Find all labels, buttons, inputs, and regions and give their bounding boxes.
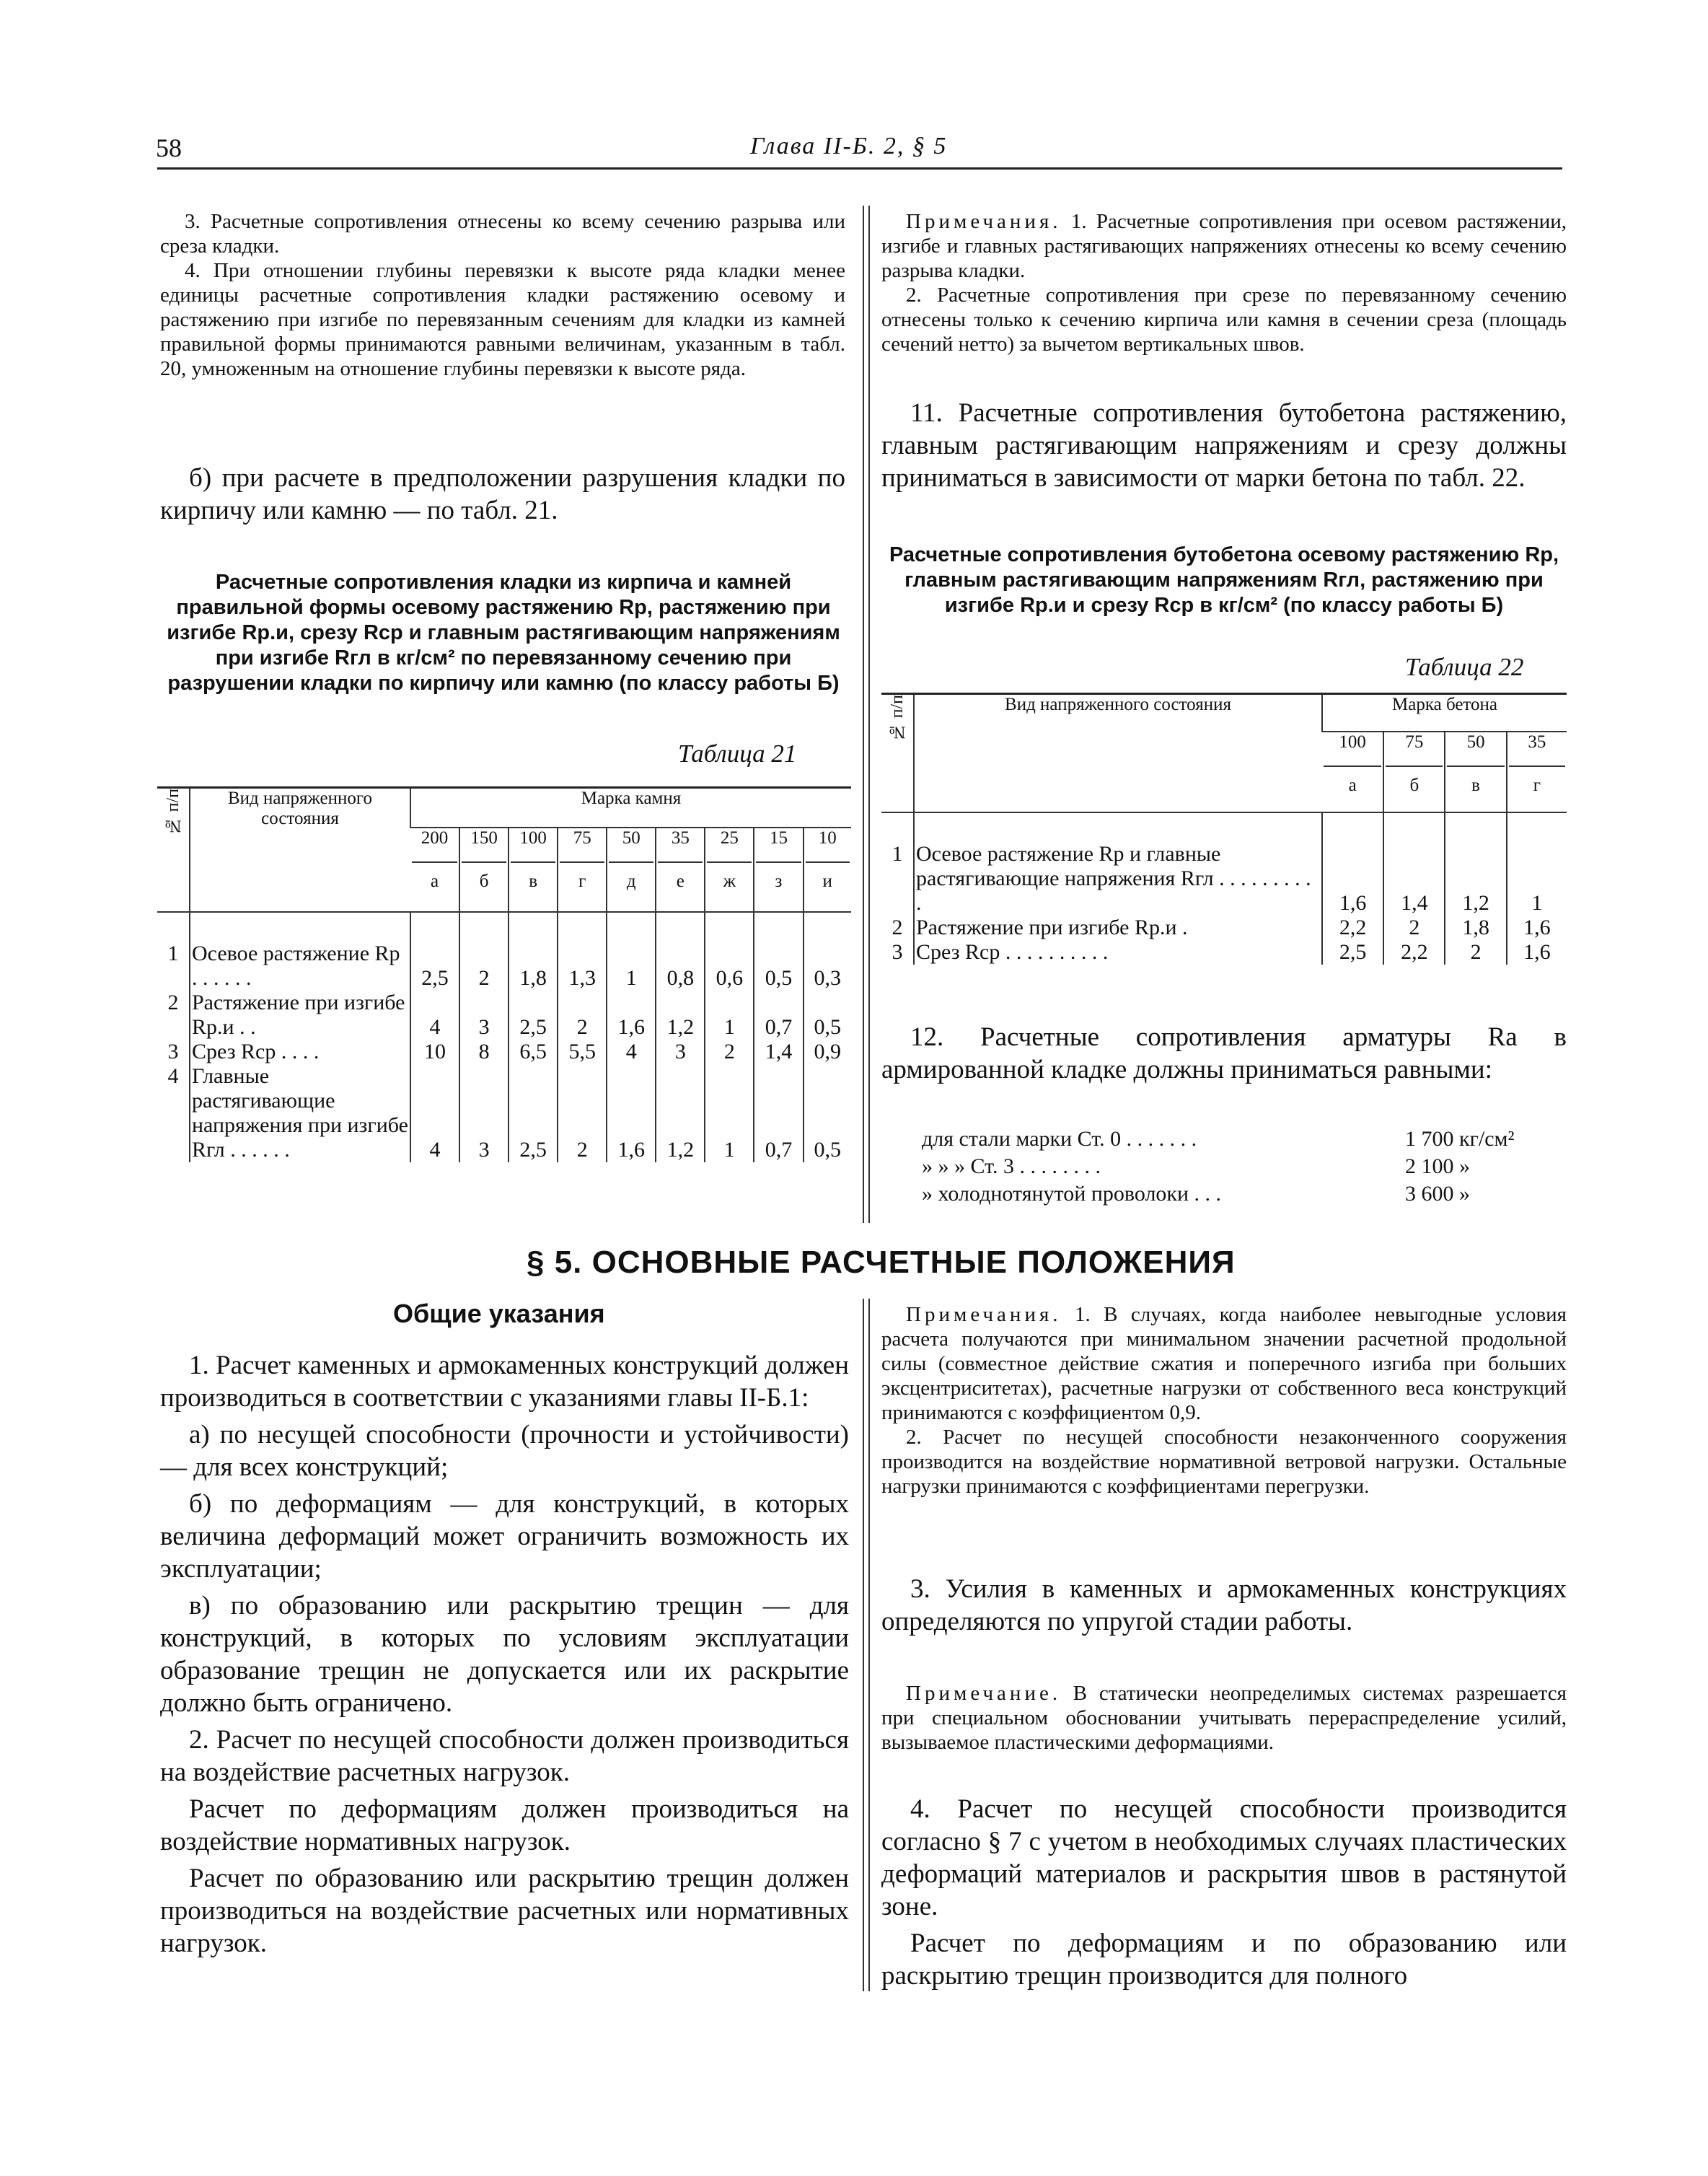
table21-grade-value: 50 bbox=[609, 828, 653, 863]
table21-grade-cell bbox=[509, 828, 558, 912]
table21-row-label: Осевое растяжение Rр . . . . . . bbox=[190, 912, 410, 991]
running-head: Глава II-Б. 2, § 5 bbox=[750, 133, 948, 159]
table21-grade-value: 150 bbox=[462, 828, 506, 863]
table21-cell-value: 8 bbox=[459, 1040, 509, 1064]
table21-cell-value: 2 bbox=[558, 1064, 607, 1162]
table21-body bbox=[157, 912, 851, 1162]
steel-label: » холоднотянутой проволоки . . . bbox=[922, 1182, 1222, 1206]
table21 bbox=[157, 786, 851, 1162]
table21-cell-value: 4 bbox=[410, 1064, 459, 1162]
steel-label: » » » Ст. 3 . . . . . . . . bbox=[922, 1154, 1101, 1178]
table21-cell-value: 2 bbox=[459, 912, 509, 991]
table22-row bbox=[881, 940, 1567, 965]
left-notes bbox=[160, 209, 845, 381]
table22-caption: Расчетные сопротивления бутобетона осевому растяжению Rр, главным растягивающим напряжениям Rгл, растяжению при изгибе Rр.и и срезу Rср в кг/см² (по классу работы Б) bbox=[889, 543, 1559, 617]
table21-type-header: Вид напряженного состояния bbox=[190, 788, 410, 913]
table21-grade-cell bbox=[410, 828, 459, 912]
table21-grade-letter: и bbox=[822, 871, 832, 891]
header-rule bbox=[157, 167, 1562, 170]
table21-cell-value: 1 bbox=[705, 991, 754, 1040]
table22-grade-value: 75 bbox=[1386, 732, 1443, 767]
item-4 bbox=[881, 1793, 1567, 1996]
subheading: Общие указания bbox=[393, 1299, 605, 1328]
item-12-text: 12. Расчетные сопротивления арматуры Ra в армированной кладке должны приниматься равными: bbox=[881, 1022, 1567, 1084]
table21-cell-value: 1,6 bbox=[607, 991, 656, 1040]
table22-cell-value: 1,8 bbox=[1445, 916, 1506, 940]
table22-grade-letter: а bbox=[1348, 776, 1357, 795]
table21-grade-value: 10 bbox=[806, 828, 850, 863]
table21-cell-value: 0,3 bbox=[804, 912, 852, 991]
table21-row bbox=[157, 991, 851, 1040]
single-note-title: Примечание. bbox=[906, 1682, 1062, 1705]
para-2: 2. Расчет по несущей способности должен производиться на воздействие расчетных нагрузок. bbox=[160, 1725, 849, 1787]
table22-cell-value: 1,2 bbox=[1445, 812, 1506, 916]
table21-grade-cell bbox=[754, 828, 803, 912]
table21-cell-value: 3 bbox=[459, 991, 509, 1040]
table21-group-header: Марка камня bbox=[410, 788, 851, 828]
table22-row-number: 1 bbox=[892, 842, 903, 866]
right-notes bbox=[881, 209, 1567, 356]
table21-num-header: № п/п bbox=[157, 788, 190, 913]
table21-grade-value: 35 bbox=[658, 828, 703, 863]
table22-cell-value: 1,6 bbox=[1322, 812, 1383, 916]
table22-cell-value: 2 bbox=[1445, 940, 1506, 965]
table22-num-header: № п/п bbox=[881, 694, 914, 813]
table21-cell-value: 2,5 bbox=[410, 912, 459, 991]
table22-cell-value: 2 bbox=[1383, 916, 1445, 940]
table22-row-number: 3 bbox=[892, 940, 903, 964]
table21-grid bbox=[157, 786, 851, 1162]
table22-grade-value: 50 bbox=[1447, 732, 1504, 767]
table22-row-label: Срез Rср . . . . . . . . . . bbox=[914, 940, 1322, 965]
item-3 bbox=[881, 1573, 1567, 1642]
table22-cell-value: 1,6 bbox=[1507, 916, 1567, 940]
table21-cell-value: 1,8 bbox=[509, 912, 558, 991]
table21-cell-value: 0,7 bbox=[754, 991, 803, 1040]
table21-row-label: Срез Rср . . . . bbox=[190, 1040, 410, 1064]
table22-group-header: Марка бетона bbox=[1322, 694, 1567, 732]
column-divider-top bbox=[863, 206, 870, 1223]
item-b-text: б) при расчете в предположении разрушения кладки по кирпичу или камню — по табл. 21. bbox=[160, 463, 845, 525]
steel-row bbox=[922, 1180, 1571, 1208]
para-b: б) по деформациям — для конструкций, в которых величина деформаций может ограничить возможность их эксплуатации; bbox=[160, 1489, 849, 1584]
table21-grade-value: 200 bbox=[412, 828, 457, 863]
item-4-text: 4. Расчет по несущей способности производится согласно § 7 с учетом в необходимых случаях пластических деформаций материалов и раскрытия швов в растянутой зоне. bbox=[881, 1794, 1567, 1921]
table22-grade-letter: в bbox=[1471, 776, 1480, 795]
table21-cell-value: 1,6 bbox=[607, 1064, 656, 1162]
table21-cell-value: 2 bbox=[705, 1040, 754, 1064]
table22-body bbox=[881, 812, 1567, 965]
table22-row-label: Растяжение при изгибе Rр.и . bbox=[914, 916, 1322, 940]
table21-cell-value: 0,8 bbox=[656, 912, 705, 991]
table21-row-label: Растяжение при изгибе Rр.и . . bbox=[190, 991, 410, 1040]
para-2b: Расчет по деформациям должен производиться на воздействие нормативных нагрузок. bbox=[160, 1794, 849, 1856]
table21-row-number: 1 bbox=[167, 942, 179, 965]
table21-grade-cell bbox=[459, 828, 509, 912]
table22-grade-value: 100 bbox=[1324, 732, 1381, 767]
table21-cell-value: 4 bbox=[410, 991, 459, 1040]
steel-value: 1 700 кг/см² bbox=[1405, 1127, 1515, 1151]
table22-cell-value: 1 bbox=[1507, 812, 1567, 916]
steel-label: для стали марки Ст. 0 . . . . . . . bbox=[922, 1127, 1197, 1151]
table21-grade-value: 25 bbox=[707, 828, 752, 863]
table21-caption: Расчетные сопротивления кладки из кирпича и камней правильной формы осевому растяжению Rр, растяжению при изгибе Rр.и, срезу Rср и главным растягивающим напряжениям при изгибе Rгл в кг/см² по перевязанному сечению при разрушении кладки по кирпичу или камню (по классу работы Б) bbox=[167, 571, 840, 695]
table21-grade-value: 15 bbox=[756, 828, 801, 863]
table21-row-number: 2 bbox=[167, 991, 179, 1014]
table21-grade-value: 75 bbox=[560, 828, 604, 863]
table21-grade-cell bbox=[705, 828, 754, 912]
table22-grade-letter: г bbox=[1533, 776, 1541, 795]
table21-grade-letter: ж bbox=[723, 871, 736, 891]
right-note-2: 2. Расчетные сопротивления при срезе по перевязанному сечению отнесены только к сечению кирпича или камня в сечении среза (площадь сечений нетто) за вычетом вертикальных швов. bbox=[881, 284, 1567, 356]
table21-row-number: 4 bbox=[167, 1064, 179, 1088]
table21-row bbox=[157, 1064, 851, 1162]
table22-cell-value: 2,2 bbox=[1383, 940, 1445, 965]
table21-cell-value: 3 bbox=[459, 1064, 509, 1162]
page-number: 58 bbox=[156, 133, 182, 162]
table21-grade-cell bbox=[607, 828, 656, 912]
steel-value: 3 600 » bbox=[1405, 1182, 1470, 1206]
section-title: § 5. ОСНОВНЫЕ РАСЧЕТНЫЕ ПОЛОЖЕНИЯ bbox=[527, 1245, 1236, 1280]
table21-grade-letter: в bbox=[529, 871, 538, 891]
single-note-text: В статически неопределимых системах разрешается при специальном обосновании учитывать перераспределение усилий, вызываемое пластическими деформациями. bbox=[881, 1682, 1567, 1754]
table22-row-label: Осевое растяжение Rр и главные растягивающие напряжения Rгл . . . . . . . . . . bbox=[914, 812, 1322, 916]
table22-grade-cell bbox=[1445, 732, 1506, 812]
item-4b-text: Расчет по деформациям и по образованию или раскрытию трещин производится для полного bbox=[881, 1929, 1567, 1991]
table22-row bbox=[881, 812, 1567, 916]
table22-cell-value: 2,5 bbox=[1322, 940, 1383, 965]
table21-cell-value: 3 bbox=[656, 1040, 705, 1064]
table21-grade-letter: д bbox=[626, 871, 636, 891]
table22-grid bbox=[881, 693, 1567, 965]
right-bottom-notes bbox=[881, 1302, 1567, 1499]
table21-grade-letter: з bbox=[775, 871, 783, 891]
table21-cell-value: 0,9 bbox=[804, 1040, 852, 1064]
table21-cell-value: 1,4 bbox=[754, 1040, 803, 1064]
table21-cell-value: 1,2 bbox=[656, 1064, 705, 1162]
table21-cell-value: 6,5 bbox=[509, 1040, 558, 1064]
table21-grade-cell bbox=[558, 828, 607, 912]
right-notes-title: Примечания. bbox=[906, 210, 1062, 233]
note-n1: 1. В случаях, когда наиболее невыгодные условия расчета получаются при минимальном значении расчетной продольной силы (совместное действие сжатия и поперечного изгиба при больших эксцентриситетах), расчетные нагрузки от собственного веса конструкций принимаются с коэффициентом 0,9. bbox=[881, 1303, 1567, 1424]
table21-cell-value: 2,5 bbox=[509, 1064, 558, 1162]
table21-cell-value: 0,5 bbox=[754, 912, 803, 991]
table22-label: Таблица 22 bbox=[1405, 653, 1524, 681]
table21-cell-value: 1,2 bbox=[656, 991, 705, 1040]
table22-row-number: 2 bbox=[892, 916, 903, 939]
table21-row-number: 3 bbox=[167, 1040, 179, 1063]
table21-row bbox=[157, 912, 851, 991]
table21-cell-value: 0,7 bbox=[754, 1064, 803, 1162]
table21-grade-letter: б bbox=[479, 871, 489, 891]
notes-title: Примечания. bbox=[906, 1303, 1062, 1326]
table22-grade-value: 35 bbox=[1509, 732, 1565, 767]
table21-label: Таблица 21 bbox=[678, 740, 797, 768]
note-n2: 2. Расчет по несущей способности незаконченного сооружения производится на воздействие нормативной ветровой нагрузки. Остальные нагрузки принимаются с коэффициентами перегрузки. bbox=[881, 1426, 1567, 1498]
table21-cell-value: 4 bbox=[607, 1040, 656, 1064]
table21-grade-letter: е bbox=[676, 871, 684, 891]
left-bottom-text bbox=[160, 1349, 849, 1964]
para-v: в) по образованию или раскрытию трещин — для конструкций, в которых по условиям эксплуатации образование трещин не допускается или их раскрытие должно быть ограничено. bbox=[160, 1591, 849, 1718]
note-3: 3. Расчетные сопротивления отнесены ко всему сечению разрыва или среза кладки. bbox=[160, 210, 845, 258]
table21-grade-cell bbox=[804, 828, 852, 912]
steel-value: 2 100 » bbox=[1405, 1154, 1470, 1178]
item-11-text: 11. Расчетные сопротивления бутобетона растяжению, главным растягивающим напряжениям и срезу должны приниматься в зависимости от марки бетона по табл. 22. bbox=[881, 398, 1567, 493]
right-note-1: 1. Расчетные сопротивления при осевом растяжении, изгибе и главных растягивающих напряжениях отнесены ко всему сечению разрыва кладки. bbox=[881, 210, 1567, 282]
table21-grade-letter: г bbox=[578, 871, 586, 891]
table21-row-label: Главные растягивающие напряжения при изгибе Rгл . . . . . . bbox=[190, 1064, 410, 1162]
table22-grade-cell bbox=[1507, 732, 1567, 812]
table21-cell-value: 1 bbox=[705, 1064, 754, 1162]
table21-cell-value: 10 bbox=[410, 1040, 459, 1064]
steel-row bbox=[922, 1153, 1571, 1180]
table21-cell-value: 5,5 bbox=[558, 1040, 607, 1064]
table22-row bbox=[881, 916, 1567, 940]
table21-grade-cell bbox=[656, 828, 705, 912]
table22-cell-value: 2,2 bbox=[1322, 916, 1383, 940]
item-12 bbox=[881, 1021, 1567, 1090]
table22-grade-cell bbox=[1383, 732, 1445, 812]
single-note bbox=[881, 1681, 1567, 1755]
table22-cell-value: 1,6 bbox=[1507, 940, 1567, 965]
item-11 bbox=[881, 397, 1567, 499]
table21-cell-value: 0,5 bbox=[804, 1064, 852, 1162]
table22-type-header: Вид напряженного состояния bbox=[914, 694, 1322, 813]
table21-cell-value: 1,3 bbox=[558, 912, 607, 991]
table21-cell-value: 0,5 bbox=[804, 991, 852, 1040]
note-4: 4. При отношении глубины перевязки к высоте ряда кладки менее единицы расчетные сопротивления кладки растяжению осевому и растяжению при изгибе по перевязанным сечениям для кладки из камней правильной формы принимаются равными величинам, указанным в табл. 20, умноженным на отношение глубины перевязки к высоте ряда. bbox=[160, 259, 845, 380]
steel-list bbox=[922, 1126, 1571, 1208]
table21-cell-value: 0,6 bbox=[705, 912, 754, 991]
steel-row bbox=[922, 1126, 1571, 1153]
table21-grade-value: 100 bbox=[511, 828, 555, 863]
para-a: а) по несущей способности (прочности и устойчивости) — для всех конструкций; bbox=[160, 1420, 849, 1482]
para-1: 1. Расчет каменных и армокаменных конструкций должен производиться в соответствии с указаниями главы II-Б.1: bbox=[160, 1351, 849, 1413]
table22 bbox=[881, 693, 1567, 965]
table22-grade-letter: б bbox=[1409, 776, 1419, 795]
table22-grade-cell bbox=[1322, 732, 1383, 812]
para-2c: Расчет по образованию или раскрытию трещин должен производиться на воздействие расчетных или нормативных нагрузок. bbox=[160, 1864, 849, 1958]
table21-cell-value: 2,5 bbox=[509, 991, 558, 1040]
table22-cell-value: 1,4 bbox=[1383, 812, 1445, 916]
item-b bbox=[160, 462, 845, 531]
column-divider-bottom bbox=[863, 1299, 870, 1991]
table21-row bbox=[157, 1040, 851, 1064]
table21-grade-letter: а bbox=[430, 871, 439, 891]
table21-cell-value: 1 bbox=[607, 912, 656, 991]
item-3-text: 3. Усилия в каменных и армокаменных конструкциях определяются по упругой стадии работы. bbox=[881, 1574, 1567, 1636]
table21-cell-value: 2 bbox=[558, 991, 607, 1040]
